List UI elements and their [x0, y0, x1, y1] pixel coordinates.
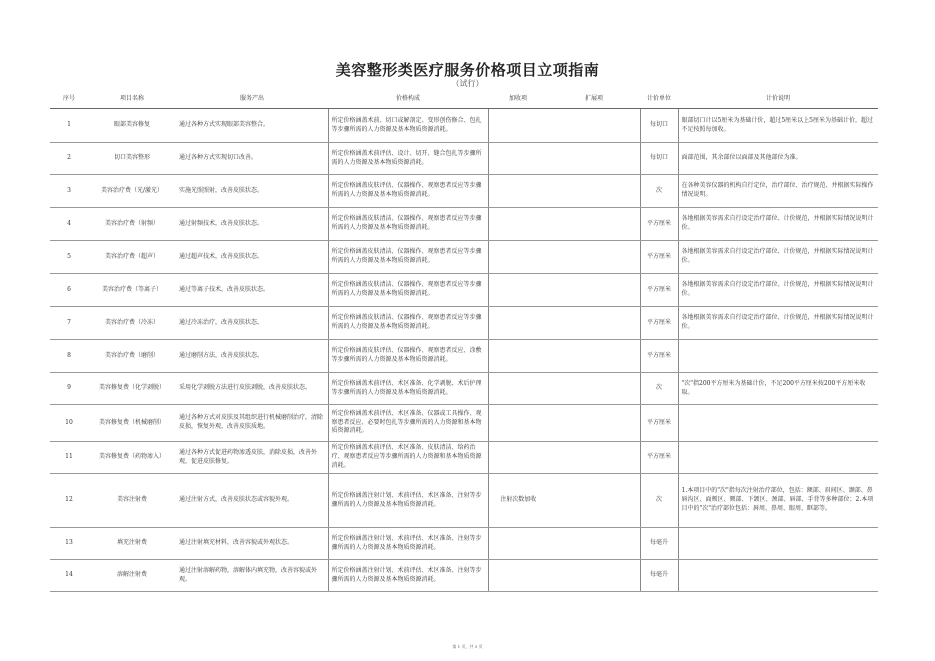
cell-output: 通过冷冻治疗，改善皮肤状态。: [176, 307, 328, 340]
cell-ext: [548, 340, 640, 373]
cell-content: 所定价格涵盖皮肤评估、仪器操作、观察患者反应等步骤所需的人力资源及基本物质资源消耗。: [328, 175, 488, 208]
cell-index: 11: [50, 442, 88, 474]
cell-desc: [678, 528, 878, 560]
cell-index: 8: [50, 340, 88, 373]
cell-unit: 次: [640, 175, 678, 208]
column-header-index: 序号: [50, 90, 88, 109]
cell-add: [488, 175, 548, 208]
cell-name: 溶解注射费: [88, 560, 176, 592]
cell-add: [488, 143, 548, 175]
cell-ext: [548, 307, 640, 340]
cell-name: 美容治疗费（冷冻）: [88, 307, 176, 340]
cell-desc: 各地根据美容需求自行设定治疗部位、计价规范，并根据实际情况说明计价。: [678, 274, 878, 307]
document-title: 美容整形类医疗服务价格项目立项指南: [335, 61, 600, 79]
cell-desc: [678, 405, 878, 442]
cell-content: 所定价格涵盖术前评估、术区准备、皮肤清洁、给药治疗、观察患者反应等步骤所需的人力资源和基本物质资源消耗。: [328, 442, 488, 474]
cell-desc: 面部范围，其余部位以面部及其他部位为准。: [678, 143, 878, 175]
cell-unit: 每毫升: [640, 528, 678, 560]
cell-add: [488, 560, 548, 592]
table-row: [50, 405, 878, 442]
cell-desc: [678, 442, 878, 474]
cell-content: 所定价格涵盖皮肤清洁、仪器操作、观察患者反应等步骤所需的人力资源及基本物质资源消耗。: [328, 274, 488, 307]
cell-unit: 平方厘米: [640, 241, 678, 274]
cell-desc: 各地根据美容需求自行设定治疗部位、计价规范，并根据实际情况说明计价。: [678, 208, 878, 241]
page-footer: 第 1 页，共 3 页: [452, 644, 483, 649]
cell-desc: 各地根据美容需求自行设定治疗部位、计价规范，并根据实际情况说明计价。: [678, 307, 878, 340]
cell-desc: [678, 340, 878, 373]
column-header-content: 价格构成: [328, 90, 488, 109]
cell-name: 美容治疗费（等离子）: [88, 274, 176, 307]
cell-unit: 平方厘米: [640, 274, 678, 307]
cell-output: 通过等离子技术，改善皮肤状态。: [176, 274, 328, 307]
cell-ext: [548, 208, 640, 241]
cell-index: 14: [50, 560, 88, 592]
cell-content: 所定价格涵盖术前、切口或解剖定、变形创伤修合、包扎等步骤所需的人力资源及基本物质资源消耗。: [328, 109, 488, 143]
cell-ext: [548, 474, 640, 528]
table-row: [50, 208, 878, 241]
cell-name: 美容治疗费（磨削）: [88, 340, 176, 373]
table-row: [50, 340, 878, 373]
cell-index: 10: [50, 405, 88, 442]
table-row: [50, 307, 878, 340]
cell-name: 美容治疗费（光/激光）: [88, 175, 176, 208]
cell-output: 实施光照照射，改善皮肤状态。: [176, 175, 328, 208]
cell-index: 2: [50, 143, 88, 175]
cell-unit: 次: [640, 373, 678, 405]
table-row: [50, 560, 878, 592]
cell-name: 美容修复费（机械磨削）: [88, 405, 176, 442]
table-row: [50, 175, 878, 208]
pricing-table: [50, 90, 878, 592]
cell-content: 所定价格涵盖皮肤评估、仪器操作、观察患者反应、涂敷等步骤所需的人力资源及基本物质资源消耗。: [328, 340, 488, 373]
cell-content: 所定价格涵盖皮肤清洁、仪器操作、观察患者反应等步骤所需的人力资源及基本物质资源消耗。: [328, 241, 488, 274]
cell-desc: [678, 560, 878, 592]
cell-desc: "次"指200平方厘米为基础计价，不足200平方厘米按200平方厘米收取。: [678, 373, 878, 405]
document-subtitle: （试行）: [451, 79, 484, 88]
cell-index: 3: [50, 175, 88, 208]
cell-unit: 平方厘米: [640, 208, 678, 241]
cell-content: 所定价格涵盖术前评估、术区准备、化学剥脱、术后护理等步骤所需的人力资源及基本物质资源消耗。: [328, 373, 488, 405]
cell-unit: 次: [640, 474, 678, 528]
cell-name: 填充注射费: [88, 528, 176, 560]
cell-index: 1: [50, 109, 88, 143]
cell-desc: 眼部切口计以5厘米为基础计价，超过5厘米以上5厘米为基础计价，超过不足按照每加收。: [678, 109, 878, 143]
cell-desc: 1.本项目中的"次"指每次注射治疗部位，包括：额部、眉间区、颞部、鼻唇沟区、面颊区、颏部、下颌区、颈部、唇部、手背等多种部位；2.本项目中的"次"治疗部位包括：唇周、鼻周、眼周、眶部等。: [678, 474, 878, 528]
cell-ext: [548, 373, 640, 405]
column-header-output: 服务产出: [176, 90, 328, 109]
cell-name: 美容治疗费（射频）: [88, 208, 176, 241]
cell-unit: 平方厘米: [640, 442, 678, 474]
cell-index: 6: [50, 274, 88, 307]
cell-desc: 各地根据美容需求自行设定治疗部位、计价规范，并根据实际情况说明计价。: [678, 241, 878, 274]
table-row: [50, 528, 878, 560]
cell-name: 美容修复费（化学剥脱）: [88, 373, 176, 405]
cell-add: [488, 340, 548, 373]
table-row: [50, 143, 878, 175]
cell-add: [488, 241, 548, 274]
cell-add: [488, 274, 548, 307]
cell-unit: 每毫升: [640, 560, 678, 592]
cell-unit: 每切口: [640, 143, 678, 175]
column-header-unit: 计价单位: [640, 90, 678, 109]
cell-content: 所定价格涵盖注射计划、术前评估、术区准备、注射等步骤所需的人力资源及基本物质资源消耗。: [328, 474, 488, 528]
cell-name: 美容注射费: [88, 474, 176, 528]
cell-ext: [548, 143, 640, 175]
cell-ext: [548, 405, 640, 442]
cell-output: 通过注射填充材料，改善容貌或外观状态。: [176, 528, 328, 560]
cell-name: 切口美容整形: [88, 143, 176, 175]
cell-ext: [548, 109, 640, 143]
cell-index: 9: [50, 373, 88, 405]
table-row: [50, 109, 878, 143]
cell-ext: [548, 241, 640, 274]
cell-ext: [548, 274, 640, 307]
cell-output: 通过注射溶解药物，溶解体内填充物，改善容貌或外观。: [176, 560, 328, 592]
cell-output: 通过注射方式，改善皮肤状态或容貌外观。: [176, 474, 328, 528]
cell-add: [488, 442, 548, 474]
cell-unit: 平方厘米: [640, 405, 678, 442]
cell-add: [488, 307, 548, 340]
cell-content: 所定价格涵盖皮肤清洁、仪器操作、观察患者反应等步骤所需的人力资源及基本物质资源消耗。: [328, 208, 488, 241]
cell-index: 4: [50, 208, 88, 241]
cell-desc: 在各种美容仪器的机构自行定位，治疗部位、治疗规范、并根据实际操作情况说明。: [678, 175, 878, 208]
cell-unit: 平方厘米: [640, 307, 678, 340]
table-header-row: [50, 90, 878, 109]
cell-output: 采用化学剥脱方法进行皮肤剥脱，改善皮肤状态。: [176, 373, 328, 405]
cell-add: 注射次数加收: [488, 474, 548, 528]
cell-output: 通过磨削方法，改善皮肤状态。: [176, 340, 328, 373]
cell-content: 所定价格涵盖术前评估、设计、切开、缝合包扎等步骤所需的人力资源及基本物质资源消耗。: [328, 143, 488, 175]
cell-unit: 平方厘米: [640, 340, 678, 373]
column-header-ext: 扩展项: [548, 90, 640, 109]
cell-output: 通过各种方式实现眼部美容整合。: [176, 109, 328, 143]
column-header-name: 项目名称: [88, 90, 176, 109]
cell-name: 美容修复费（药物渗入）: [88, 442, 176, 474]
column-header-desc: 计价说明: [678, 90, 878, 109]
table-row: [50, 442, 878, 474]
cell-ext: [548, 528, 640, 560]
cell-index: 7: [50, 307, 88, 340]
cell-output: 通过超声技术，改善皮肤状态。: [176, 241, 328, 274]
table-row: [50, 241, 878, 274]
cell-index: 13: [50, 528, 88, 560]
cell-content: 所定价格涵盖注射计划、术前评估、术区准备、注射等步骤所需的人力资源及基本物质资源消耗。: [328, 560, 488, 592]
cell-ext: [548, 442, 640, 474]
cell-add: [488, 208, 548, 241]
table-row: [50, 373, 878, 405]
cell-content: 所定价格涵盖注射计划、术前评估、术区准备、注射等步骤所需的人力资源及基本物质资源消耗。: [328, 528, 488, 560]
cell-add: [488, 528, 548, 560]
cell-index: 12: [50, 474, 88, 528]
cell-name: 眼部美容修复: [88, 109, 176, 143]
cell-ext: [548, 560, 640, 592]
cell-content: 所定价格涵盖皮肤清洁、仪器操作、观察患者反应等步骤所需的人力资源及基本物质资源消耗。: [328, 307, 488, 340]
cell-add: [488, 109, 548, 143]
cell-output: 通过各种方式对皮肤及其组织进行机械磨削治疗，清除皮损，恢复外观，改善皮肤质地。: [176, 405, 328, 442]
table-row: [50, 274, 878, 307]
table-row: [50, 474, 878, 528]
cell-unit: 每切口: [640, 109, 678, 143]
cell-content: 所定价格涵盖术前评估、术区准备、仪器或工具操作、观察患者反应、必要时包扎等步骤所需的人力资源和基本物质资源消耗。: [328, 405, 488, 442]
cell-output: 通过射频技术，改善皮肤状态。: [176, 208, 328, 241]
cell-index: 5: [50, 241, 88, 274]
cell-name: 美容治疗费（超声）: [88, 241, 176, 274]
cell-add: [488, 405, 548, 442]
cell-output: 通过各种方式促进药物渗透皮肤，消除皮损，改善外观，促进皮肤修复。: [176, 442, 328, 474]
cell-add: [488, 373, 548, 405]
cell-output: 通过各种方式实现切口改善。: [176, 143, 328, 175]
column-header-add: 加收项: [488, 90, 548, 109]
cell-ext: [548, 175, 640, 208]
table-body: [50, 109, 878, 592]
